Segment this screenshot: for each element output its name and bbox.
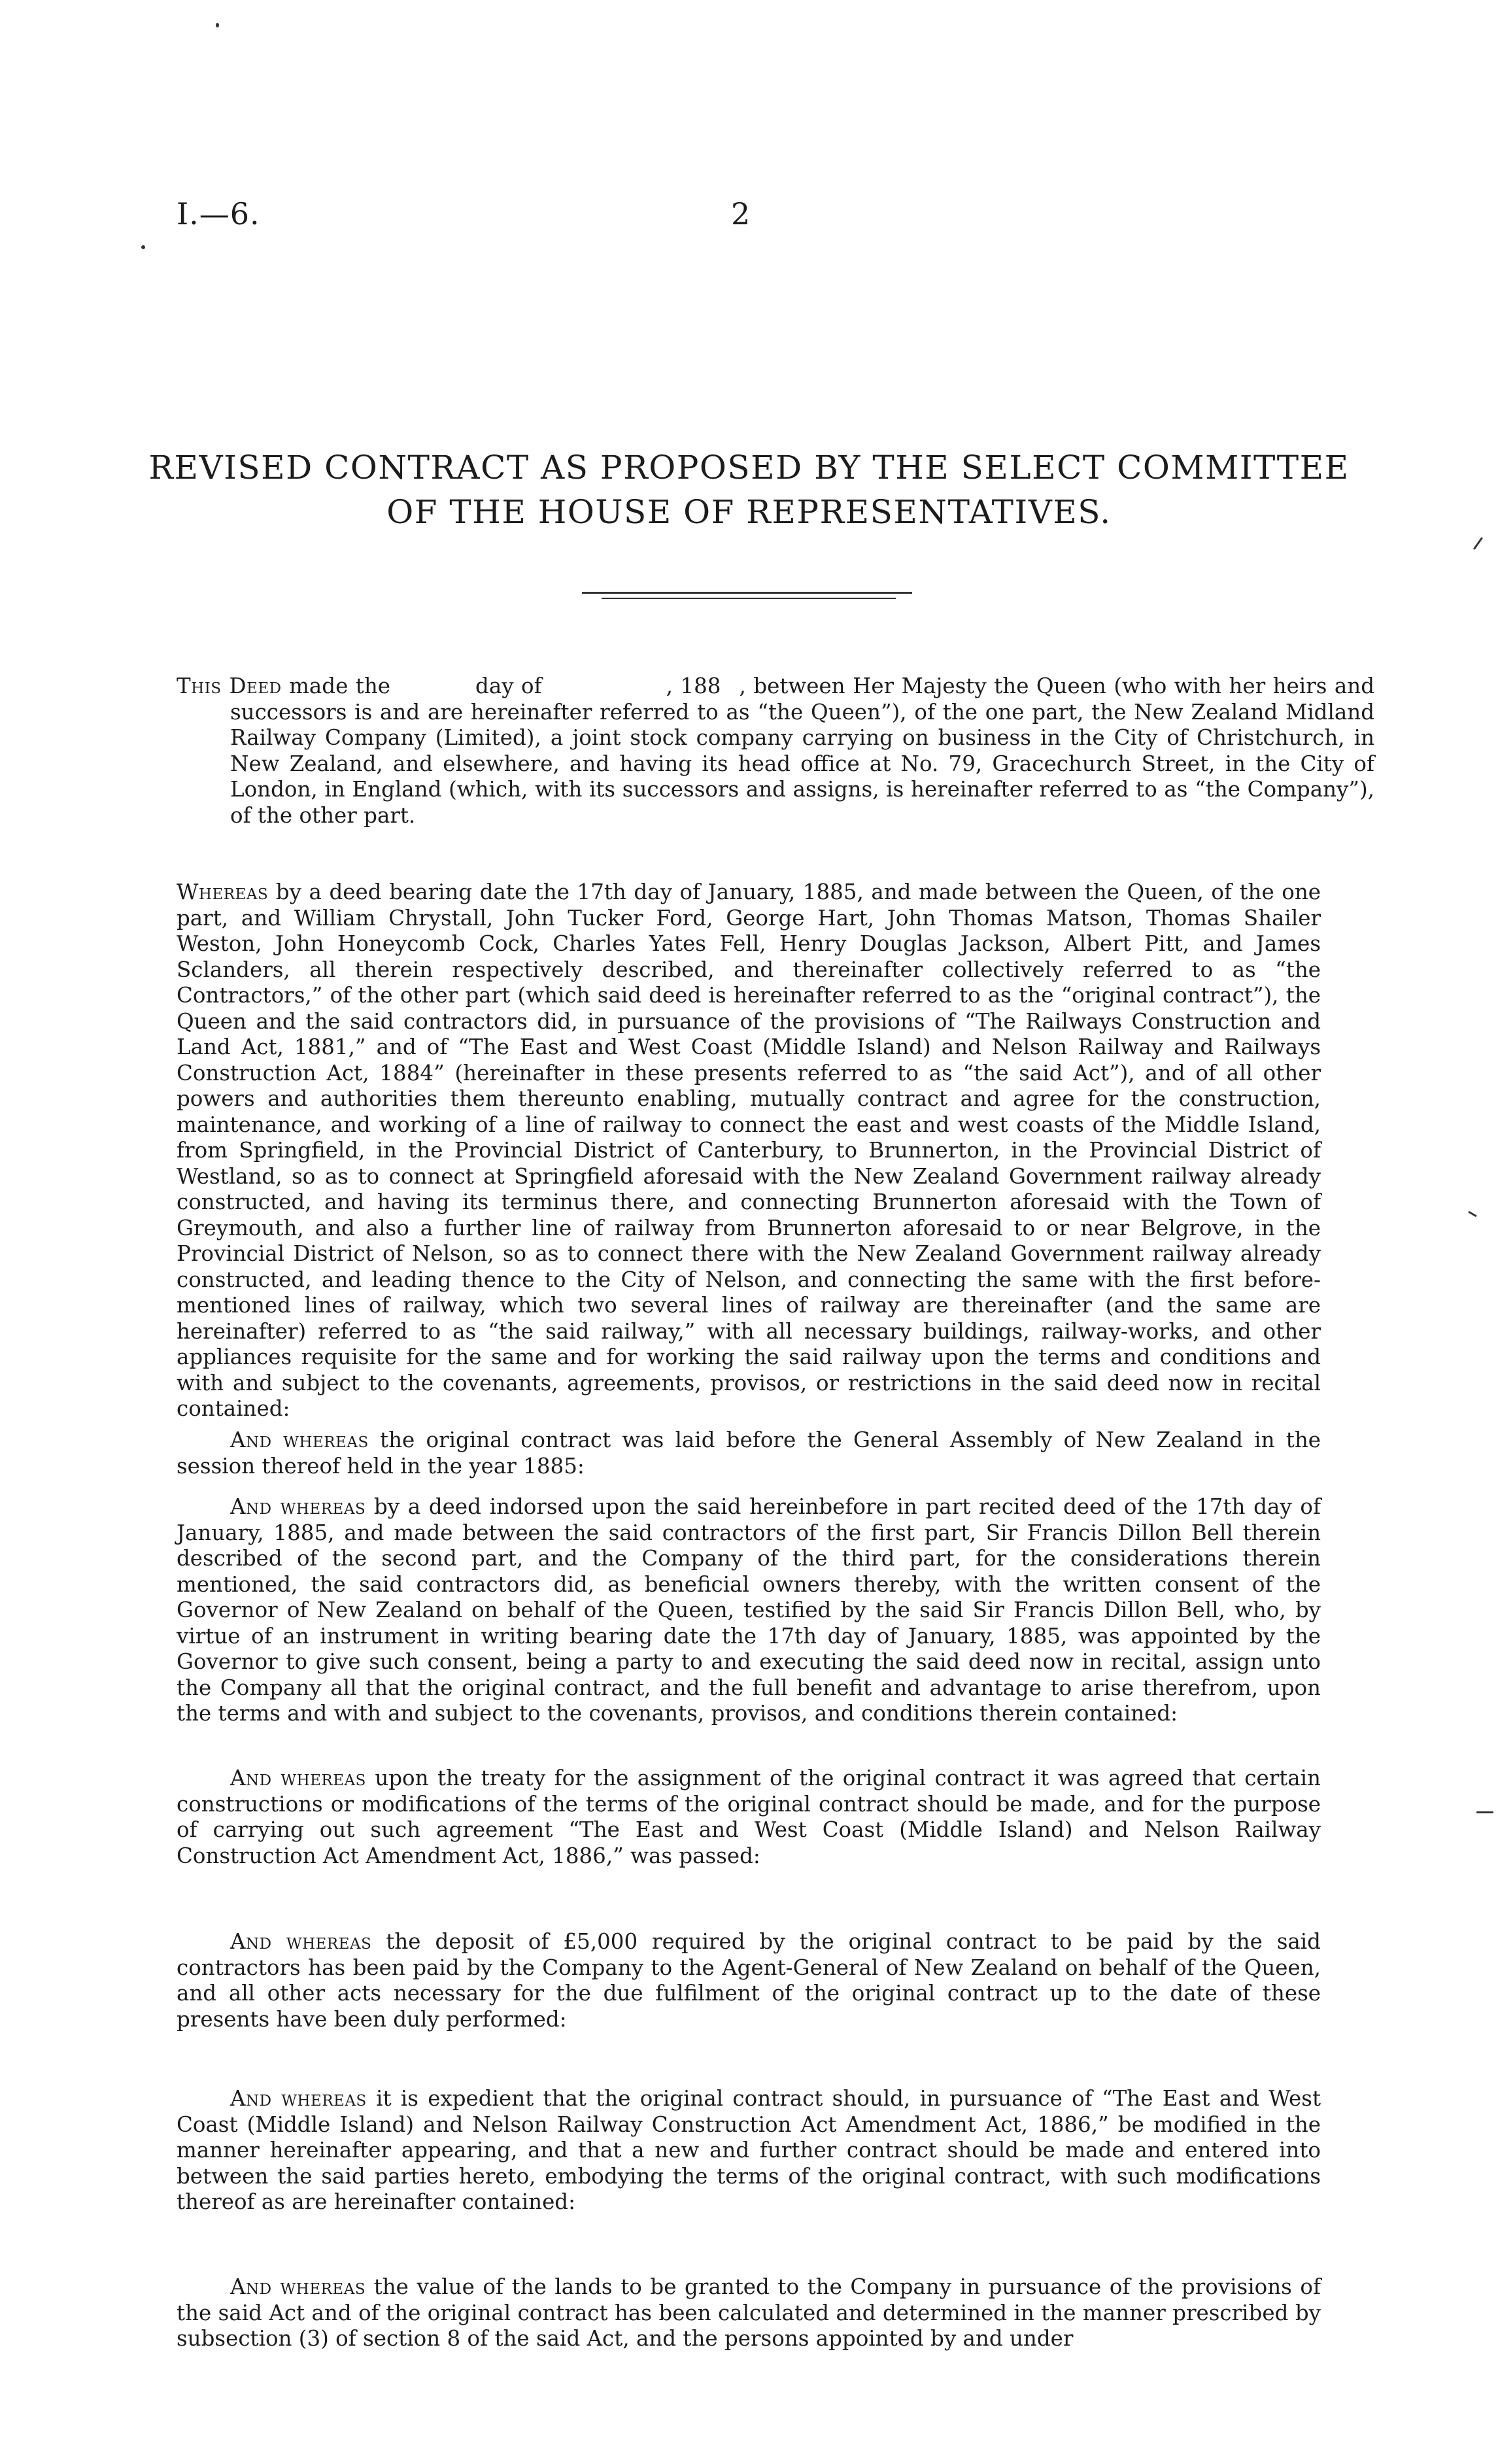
deed-lead: This Deed xyxy=(177,674,282,698)
recital-lead: And whereas xyxy=(230,2274,366,2299)
recital-paragraph-3 xyxy=(177,1494,1321,1727)
deed-year: , 188 xyxy=(666,674,721,698)
scan-speck xyxy=(1473,537,1483,550)
recital-paragraph-1 xyxy=(177,880,1321,1422)
deed-opening-paragraph xyxy=(177,674,1374,829)
recital-paragraph-7 xyxy=(177,2274,1321,2352)
scan-speck xyxy=(1468,1211,1477,1218)
recital-text: by a deed bearing date the 17th day of January, 1885, and made between the Queen, of the one part, and William Chrystall, John Tucker Ford, George Hart, John Thomas Matson, Thomas Shailer Weston, John Honeycomb Cock, Charles Yates Fell, Henry Douglas Jackson, Albert Pitt, and James Sclanders, all therein respectively described, and thereinafter collectively referred to as “the Contractors,” of the other part (which said deed is hereinafter referred to as the “original contract”), the Queen and the said contractors did, in pursuance of the provisions of “The Railways Construction and Land Act, 1881,” and of “The East and West Coast (Middle Island) and Nelson Railway and Railways Construction Act, 1884” (hereinafter in these presents referred to as “the said Act”), and of all other powers and authorities them thereunto enabling, mutually contract and agree for the construction, maintenance, and working of a line of railway to connect the east and west coasts of the Middle Island, from Springfield, in the Provincial District of Canterbury, to Brunnerton, in the Provincial District of Westland, so as to connect at Springfield aforesaid with the New Zealand Government railway already constructed, and having its terminus there, and connecting Brunnerton aforesaid with the Town of Greymouth, and also a further line of railway from Brunnerton aforesaid to or near Belgrove, in the Provincial District of Nelson, so as to connect there with the New Zealand Government railway already constructed, and leading thence to the City of Nelson, and connecting the same with the first before-mentioned lines of railway, which two several lines of railway are thereinafter (and the same are hereinafter) referred to as “the said railway,” with all necessary buildings, railway-works, and other appliances requisite for the same and for working the said railway upon the terms and conditions and with and subject to the covenants, agreements, provisos, or restrictions in the said deed now in recital contained: xyxy=(177,880,1321,1421)
document-reference: I.—6. xyxy=(177,196,260,231)
recital-text: upon the treaty for the assignment of the original contract it was agreed that certain constructions or modifications of the terms of the original contract should be made, and for the purpose of carrying out such agreement “The East and West Coast (Middle Island) and Nelson Railway Construction Act Amendment Act, 1886,” was passed: xyxy=(177,1766,1321,1868)
recital-lead: Whereas xyxy=(177,880,269,904)
deed-parties-text: , between Her Majesty the Queen (who with her heirs and successors is and are hereinafter referred to as “the Queen”), of the one part, the New Zealand Midland Railway Company (Limited), a joint stock company carrying on business in the City of Christchurch, in New Zealand, and elsewhere, and having its head office at No. 79, Gracechurch Street, in the City of London, in England (which, with its successors and assigns, is hereinafter referred to as “the Company”), of the other part. xyxy=(230,674,1375,828)
recital-text: the original contract was laid before the General Assembly of New Zealand in the session thereof held in the year 1885: xyxy=(177,1428,1321,1479)
recital-text: the deposit of £5,000 required by the original contract to be paid by the said contractors has been paid by the Company to the Agent-General of New Zealand on behalf of the Queen, and all other acts necessary for the due fulfilment of the original contract up to the date of these presents have been duly performed: xyxy=(177,1929,1321,2032)
recital-text: it is expedient that the original contract should, in pursuance of “The East and West Coast (Middle Island) and Nelson Railway Construction Act Amendment Act, 1886,” be modified in the manner hereinafter appearing, and that a new and further contract should be made and entered into between the said parties hereto, embodying the terms of the original contract, with such modifications thereof as are hereinafter contained: xyxy=(177,2086,1321,2214)
deed-day-of: day of xyxy=(475,674,542,698)
title-line-1: REVISED CONTRACT AS PROPOSED BY THE SELECT COMMITTEE xyxy=(148,449,1350,487)
recital-paragraph-2 xyxy=(177,1428,1321,1479)
recital-paragraph-6 xyxy=(177,2086,1321,2216)
recital-paragraph-5 xyxy=(177,1929,1321,2032)
scan-speck xyxy=(141,245,145,249)
recital-text: by a deed indorsed upon the said hereinbefore in part recited deed of the 17th day of January, 1885, and made between the said contractors of the first part, Sir Francis Dillon Bell therein described of the second part, and the Company of the third part, for the considerations therein mentioned, the said contractors did, as beneficial owners thereby, with the written consent of the Governor of New Zealand on behalf of the Queen, testified by the said Sir Francis Dillon Bell, who, by virtue of an instrument in writing bearing date the 17th day of January, 1885, was appointed by the Governor to give such consent, being a party to and executing the said deed now in recital, assign unto the Company all that the original contract, and the full benefit and advantage to arise therefrom, upon the terms and with and subject to the covenants, provisos, and conditions therein contained: xyxy=(177,1494,1321,1726)
page-number: 2 xyxy=(731,196,751,231)
scan-speck xyxy=(216,23,219,27)
divider-rule xyxy=(582,592,912,594)
recital-lead: And whereas xyxy=(230,1428,369,1452)
recital-paragraph-4 xyxy=(177,1766,1321,1869)
recital-lead: And whereas xyxy=(230,1494,366,1519)
recital-text: the value of the lands to be granted to the Company in pursuance of the provisions of the said Act and of the original contract has been calculated and determined in the manner prescribed by subsection (3) of section 8 of the said Act, and the persons appointed by and under xyxy=(177,2274,1321,2351)
recital-lead: And whereas xyxy=(230,1929,372,1954)
recital-lead: And whereas xyxy=(230,2086,367,2111)
scan-speck xyxy=(1476,1811,1493,1813)
title-line-2: OF THE HOUSE OF REPRESENTATIVES. xyxy=(386,493,1112,531)
recital-lead: And whereas xyxy=(230,1766,366,1790)
divider-rule-lower xyxy=(602,598,896,599)
deed-made-the: made the xyxy=(289,674,391,698)
